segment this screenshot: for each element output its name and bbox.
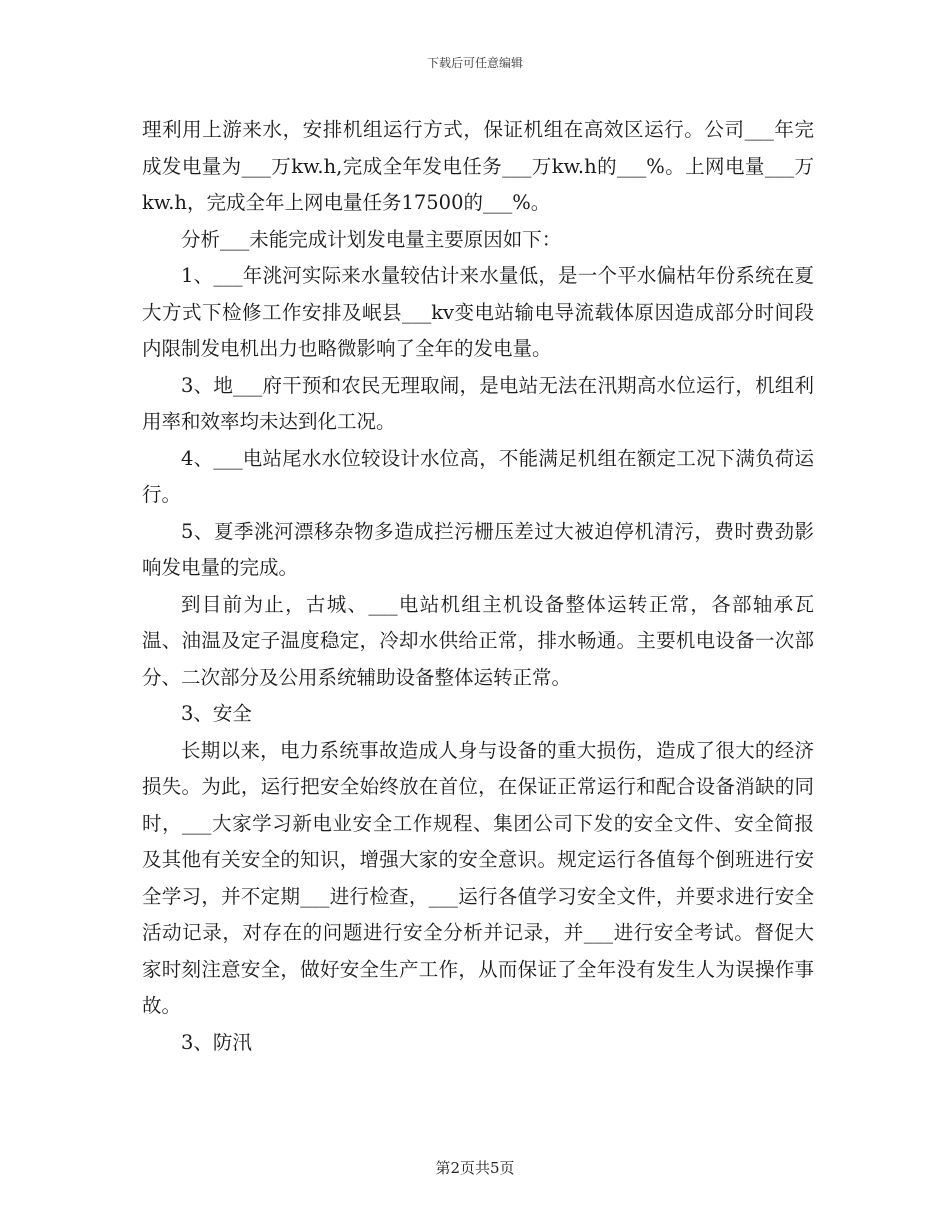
paragraph-reason-3: 3、地___府干预和农民无理取闹，是电站无法在汛期高水位运行，机组利用率和效率均未达到化工况。 (142, 373, 814, 433)
paragraph-analysis-intro: 分析___未能完成计划发电量主要原因如下： (181, 227, 562, 251)
paragraph-reason-5: 5、夏季洮河漂移杂物多造成拦污栅压差过大被迫停机清污，费时费劲影响发电量的完成。 (142, 519, 814, 579)
section-heading-safety: 3、安全 (181, 702, 252, 725)
paragraph-reason-1: 1、___年洮河实际来水量较估计来水量低，是一个平水偏枯年份系统在夏大方式下检修工作安排及岷县___kv变电站输电导流载体原因造成部分时间段内限制发电机出力也略微影响了全年的发电量。 (142, 264, 814, 360)
paragraph-safety: 长期以来，电力系统事故造成人身与设备的重大损伤，造成了很大的经济损失。为此，运行把安全始终放在首位，在保证正常运行和配合设备消缺的同时，___大家学习新电业安全工作规程、集团公司下发的安全文件、安全简报及其他有关安全的知识，增强大家的安全意识。规定运行各值每个倒班进行安全学习，并不定期___进行检查，___运行各值学习安全文件，并要求进行安全活动记录，对存在的问题进行安全分析并记录，并___进行安全考试。督促大家时刻注意安全，做好安全生产工作，从而保证了全年没有发生人为误操作事故。 (142, 738, 814, 1017)
page-footer: 第2页共5页 (435, 1159, 515, 1177)
paragraph-equipment-status: 到目前为止，古城、___电站机组主机设备整体运转正常，各部轴承瓦温、油温及定子温度稳定，冷却水供给正常，排水畅通。主要机电设备一次部分、二次部分及公用系统辅助设备整体运转正常。 (142, 592, 814, 689)
document-body (142, 112, 814, 1061)
page-header: 下载后可任意编辑 (426, 56, 523, 70)
paragraph-generation-summary: 理利用上游来水，安排机组运行方式，保证机组在高效区运行。公司___年完成发电量为___万kw.h,完成全年发电任务___万kw.h的___%。上网电量___万kw.h，完成全年上网电量任务17500的___%。 (142, 118, 814, 214)
section-heading-flood-control: 3、防汛 (181, 1030, 252, 1054)
paragraph-reason-4: 4、___电站尾水水位较设计水位高，不能满足机组在额定工况下满负荷运行。 (142, 446, 814, 506)
